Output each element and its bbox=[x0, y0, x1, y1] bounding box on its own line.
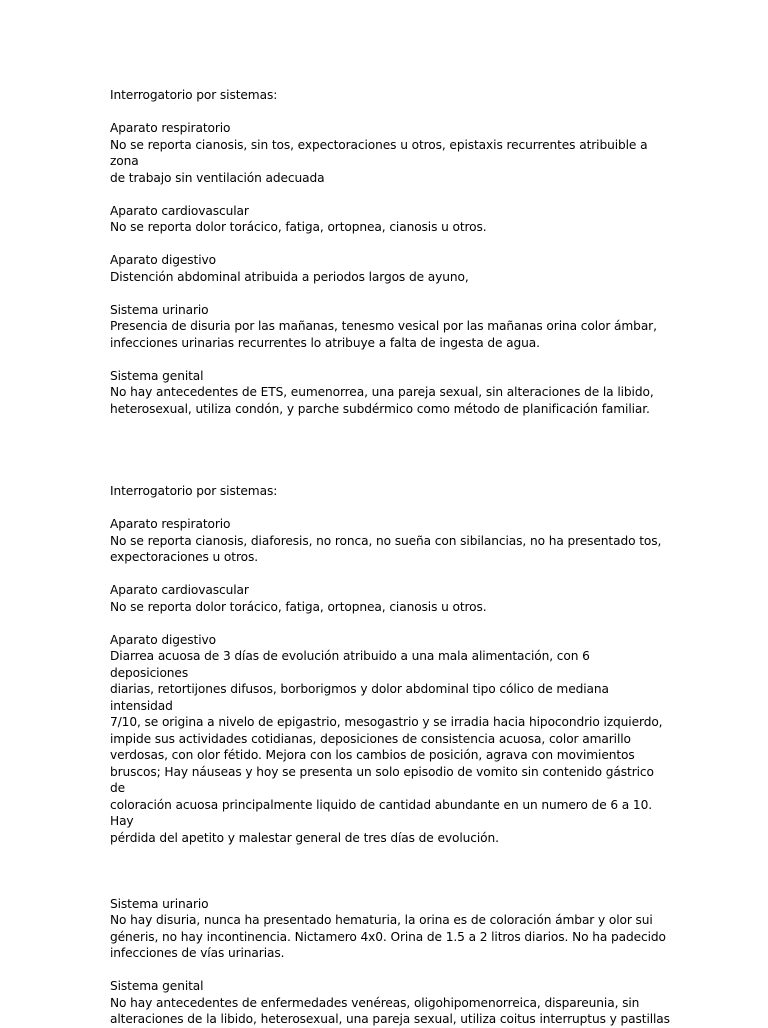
record-2-respiratory bbox=[110, 516, 670, 566]
section-text-line: géneris, no hay incontinencia. Nictamero 4x0. Orina de 1.5 a 2 litros diarios. No ha padecido bbox=[110, 929, 666, 944]
section-text-line: Diarrea acuosa de 3 días de evolución atribuido a una mala alimentación, con 6 deposiciones bbox=[110, 649, 590, 680]
record-1-urinary bbox=[110, 302, 670, 352]
section-heading: Sistema urinario bbox=[110, 896, 209, 911]
section-heading: Sistema genital bbox=[110, 368, 204, 383]
record-2-urinary bbox=[110, 896, 670, 962]
record-1-respiratory bbox=[110, 120, 670, 186]
record-1-digestive bbox=[110, 252, 670, 285]
section-heading: Aparato respiratorio bbox=[110, 517, 231, 531]
section-text-line: impide sus actividades cotidianas, deposiciones de consistencia acuosa, color amarillo bbox=[110, 731, 631, 746]
record-1-title: Interrogatorio por sistemas: bbox=[110, 88, 278, 102]
section-text-line: infecciones de vías urinarias. bbox=[110, 946, 285, 960]
section-text-line: coloración acuosa principalmente liquido de cantidad abundante en un numero de 6 a 10. Hay bbox=[110, 797, 653, 828]
section-text-line: de trabajo sin ventilación adecuada bbox=[110, 170, 325, 185]
section-text-line: Presencia de disuria por las mañanas, tenesmo vesical por las mañanas orina color ámbar, bbox=[110, 319, 657, 333]
section-text-line: diarias, retortijones difusos, borborigmos y dolor abdominal tipo cólico de mediana intensidad bbox=[110, 682, 609, 713]
record-2-digestive bbox=[110, 632, 670, 847]
section-heading: Aparato digestivo bbox=[110, 253, 216, 267]
section-heading: Aparato respiratorio bbox=[110, 121, 231, 135]
section-text-line: No hay disuria, nunca ha presentado hematuria, la orina es de coloración ámbar y olor sui bbox=[110, 913, 653, 927]
record-1-cardiovascular bbox=[110, 203, 670, 236]
section-text-line: No se reporta dolor torácico, fatiga, ortopnea, cianosis u otros. bbox=[110, 599, 487, 614]
document-page bbox=[110, 87, 670, 1028]
section-text-line: verdosas, con olor fétido. Mejora con los cambios de posición, agrava con movimientos bbox=[110, 748, 635, 762]
section-text-line: No hay antecedentes de ETS, eumenorrea, una pareja sexual, sin alteraciones de la libido, bbox=[110, 385, 654, 399]
record-2-title: Interrogatorio por sistemas: bbox=[110, 484, 278, 498]
section-heading: Sistema genital bbox=[110, 979, 204, 993]
section-text-line: alteraciones de la libido, heterosexual, una pareja sexual, utiliza coitus interruptus y pastillas bbox=[110, 1012, 670, 1026]
section-text-line: Distención abdominal atribuida a periodos largos de ayuno, bbox=[110, 269, 469, 284]
section-heading: Aparato cardiovascular bbox=[110, 203, 249, 218]
section-heading: Aparato digestivo bbox=[110, 632, 216, 647]
section-text-line: No se reporta dolor torácico, fatiga, ortopnea, cianosis u otros. bbox=[110, 220, 487, 234]
record-2-genital bbox=[110, 978, 670, 1028]
record-1-genital bbox=[110, 368, 670, 418]
section-text-line: expectoraciones u otros. bbox=[110, 550, 258, 564]
section-text-line: No hay antecedentes de enfermedades venéreas, oligohipomenorreica, dispareunia, sin bbox=[110, 995, 640, 1010]
section-text-line: No se reporta cianosis, sin tos, expectoraciones u otros, epistaxis recurrentes atribuible a zona bbox=[110, 137, 648, 168]
section-text-line: infecciones urinarias recurrentes lo atribuye a falta de ingesta de agua. bbox=[110, 335, 540, 350]
record-2-cardiovascular bbox=[110, 582, 670, 615]
section-text-line: heterosexual, utiliza condón, y parche subdérmico como método de planificación familiar. bbox=[110, 401, 650, 416]
section-heading: Aparato cardiovascular bbox=[110, 583, 249, 597]
section-heading: Sistema urinario bbox=[110, 302, 209, 317]
section-text-line: 7/10, se origina a nivelo de epigastrio, mesogastrio y se irradia hacia hipocondrio izquierdo, bbox=[110, 715, 663, 729]
section-text-line: pérdida del apetito y malestar general de tres días de evolución. bbox=[110, 830, 499, 845]
section-text-line: No se reporta cianosis, diaforesis, no ronca, no sueña con sibilancias, no ha presentado tos, bbox=[110, 533, 662, 548]
section-text-line: bruscos; Hay náuseas y hoy se presenta un solo episodio de vomito sin contenido gástrico de bbox=[110, 764, 654, 795]
